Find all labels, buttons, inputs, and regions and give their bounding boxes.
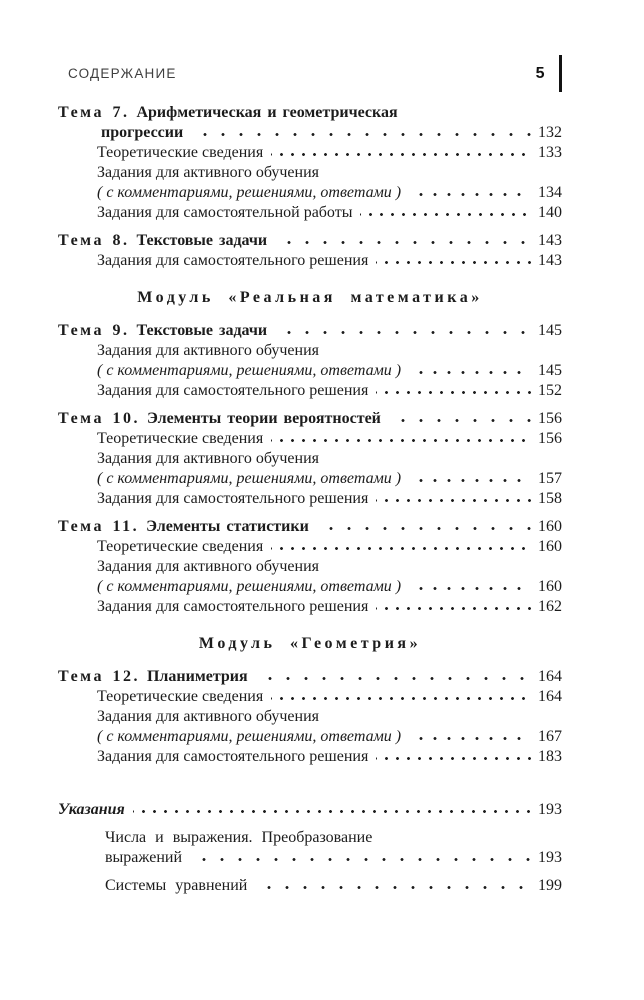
toc-entry [58, 469, 562, 489]
entry-title: Задания для самостоятельного решения [97, 382, 369, 399]
dot-leader [360, 212, 531, 217]
entry-prefix: Тема 8. [58, 232, 130, 249]
toc-entry [58, 251, 562, 271]
module-heading-section [58, 288, 562, 308]
entry-page-number: 164 [538, 668, 562, 685]
entry-title: ( с комментариями, решениями, ответами ) [97, 184, 402, 201]
entry-prefix: Тема 11. [58, 518, 140, 535]
toc-section [58, 231, 562, 271]
entry-title: Задания для самостоятельного решения [97, 252, 369, 269]
dot-leader [271, 696, 531, 701]
toc-section [58, 517, 562, 617]
entry-title: Задания для активного обучения [97, 558, 319, 575]
contents-heading: СОДЕРЖАНИЕ [68, 66, 177, 81]
entry-page-number: 134 [538, 184, 562, 201]
entry-page-number: 156 [538, 410, 562, 427]
toc-entry [58, 409, 562, 429]
entry-page-number: 164 [538, 688, 562, 705]
entry-page-number: 193 [538, 801, 562, 818]
toc-section [58, 667, 562, 767]
entry-title: Задания для самостоятельного решения [97, 598, 369, 615]
entry-title: Системы уравнений [105, 877, 248, 894]
entry-title: Задания для самостоятельного решения [97, 748, 369, 765]
entry-title: выражений [105, 849, 183, 866]
toc-entry [58, 183, 562, 203]
toc-entry [58, 123, 562, 143]
toc-section [58, 409, 562, 509]
entry-page-number: 145 [538, 322, 562, 339]
toc-entry [58, 848, 562, 868]
toc [58, 103, 562, 896]
dot-leader [191, 132, 531, 137]
entry-title: ( с комментариями, решениями, ответами ) [97, 728, 402, 745]
entry-page-number: 133 [538, 144, 562, 161]
toc-entry [58, 876, 562, 896]
toc-section [58, 321, 562, 401]
dot-leader [409, 192, 531, 197]
dot-leader [409, 736, 531, 741]
entry-title: Задания для самостоятельного решения [97, 490, 369, 507]
toc-section [58, 103, 562, 223]
entry-title: Элементы статистики [146, 518, 309, 535]
entry-title: Задания для активного обучения [97, 708, 319, 725]
module-heading: Модуль «Геометрия» [198, 635, 422, 652]
toc-entry [58, 667, 562, 687]
toc-entry [58, 321, 562, 341]
entry-page-number: 140 [538, 204, 562, 221]
entry-title: Текстовые задачи [136, 232, 268, 249]
entry-prefix: Тема 12. [58, 668, 140, 685]
entry-title: Теоретические сведения [97, 538, 264, 555]
entry-page-number: 158 [538, 490, 562, 507]
dot-leader [409, 370, 531, 375]
entry-title: Задания для активного обучения [97, 342, 319, 359]
toc-entry [58, 489, 562, 509]
entry-title: Числа и выражения. Преобразование [105, 829, 373, 846]
page-number-block [536, 55, 562, 92]
entry-page-number: 162 [538, 598, 562, 615]
entry-prefix: Тема 7. [58, 104, 130, 121]
entry-page-number: 157 [538, 470, 562, 487]
dot-leader [317, 526, 531, 531]
toc-entry [58, 103, 562, 123]
entry-page-number: 199 [538, 877, 562, 894]
dot-leader [376, 606, 531, 611]
toc-entry [58, 231, 562, 251]
dot-leader [409, 478, 531, 483]
dot-leader [271, 438, 531, 443]
dot-leader [256, 676, 531, 681]
toc-entry [58, 537, 562, 557]
dot-leader [271, 152, 531, 157]
toc-section [58, 800, 562, 896]
entry-title: Задания для активного обучения [97, 450, 319, 467]
toc-entry [58, 517, 562, 537]
entry-page-number: 156 [538, 430, 562, 447]
dot-leader [190, 857, 531, 862]
entry-title: Планиметрия [146, 668, 248, 685]
page-header [58, 55, 562, 92]
entry-title: Указания [58, 801, 125, 818]
entry-title: Арифметическая и геометрическая [136, 104, 398, 121]
entry-title: ( с комментариями, решениями, ответами ) [97, 362, 402, 379]
dot-leader [133, 809, 531, 814]
entry-title: Задания для самостоятельной работы [97, 204, 353, 221]
entry-prefix: Тема 10. [58, 410, 140, 427]
entry-page-number: 145 [538, 362, 562, 379]
toc-entry [58, 429, 562, 449]
entry-prefix: Тема 9. [58, 322, 130, 339]
toc-entry [58, 597, 562, 617]
toc-entry [58, 828, 562, 848]
entry-title: ( с комментариями, решениями, ответами ) [97, 578, 402, 595]
toc-entry [58, 577, 562, 597]
entry-page-number: 167 [538, 728, 562, 745]
toc-entry [58, 361, 562, 381]
dot-leader [376, 390, 531, 395]
entry-title: Элементы теории вероятностей [146, 410, 381, 427]
toc-entry [58, 143, 562, 163]
dot-leader [376, 260, 531, 265]
dot-leader [271, 546, 531, 551]
toc-entry [58, 800, 562, 820]
toc-entry [58, 687, 562, 707]
module-heading-section [58, 634, 562, 654]
toc-entry [58, 449, 562, 469]
entry-page-number: 132 [538, 124, 562, 141]
dot-leader [409, 586, 531, 591]
entry-page-number: 152 [538, 382, 562, 399]
entry-title: Задания для активного обучения [97, 164, 319, 181]
toc-entry [58, 747, 562, 767]
entry-page-number: 160 [538, 518, 562, 535]
module-heading: Модуль «Реальная математика» [137, 289, 483, 306]
dot-leader [255, 885, 531, 890]
entry-title: Теоретические сведения [97, 430, 264, 447]
toc-entry [58, 707, 562, 727]
dot-leader [275, 330, 531, 335]
header-rule [559, 55, 563, 92]
dot-leader [376, 498, 531, 503]
toc-entry [58, 727, 562, 747]
entry-title: Теоретические сведения [97, 688, 264, 705]
entry-title: Текстовые задачи [136, 322, 268, 339]
entry-title: прогрессии [101, 124, 184, 141]
entry-page-number: 183 [538, 748, 562, 765]
entry-page-number: 193 [538, 849, 562, 866]
entry-page-number: 160 [538, 578, 562, 595]
entry-title: Теоретические сведения [97, 144, 264, 161]
page-number: 5 [535, 64, 545, 82]
entry-page-number: 143 [538, 232, 562, 249]
toc-entry [58, 381, 562, 401]
dot-leader [275, 240, 531, 245]
toc-entry [58, 341, 562, 361]
entry-page-number: 160 [538, 538, 562, 555]
toc-entry [58, 163, 562, 183]
toc-entry [58, 557, 562, 577]
toc-entry [58, 203, 562, 223]
entry-title: ( с комментариями, решениями, ответами ) [97, 470, 402, 487]
entry-page-number: 143 [538, 252, 562, 269]
dot-leader [389, 418, 531, 423]
dot-leader [376, 756, 531, 761]
